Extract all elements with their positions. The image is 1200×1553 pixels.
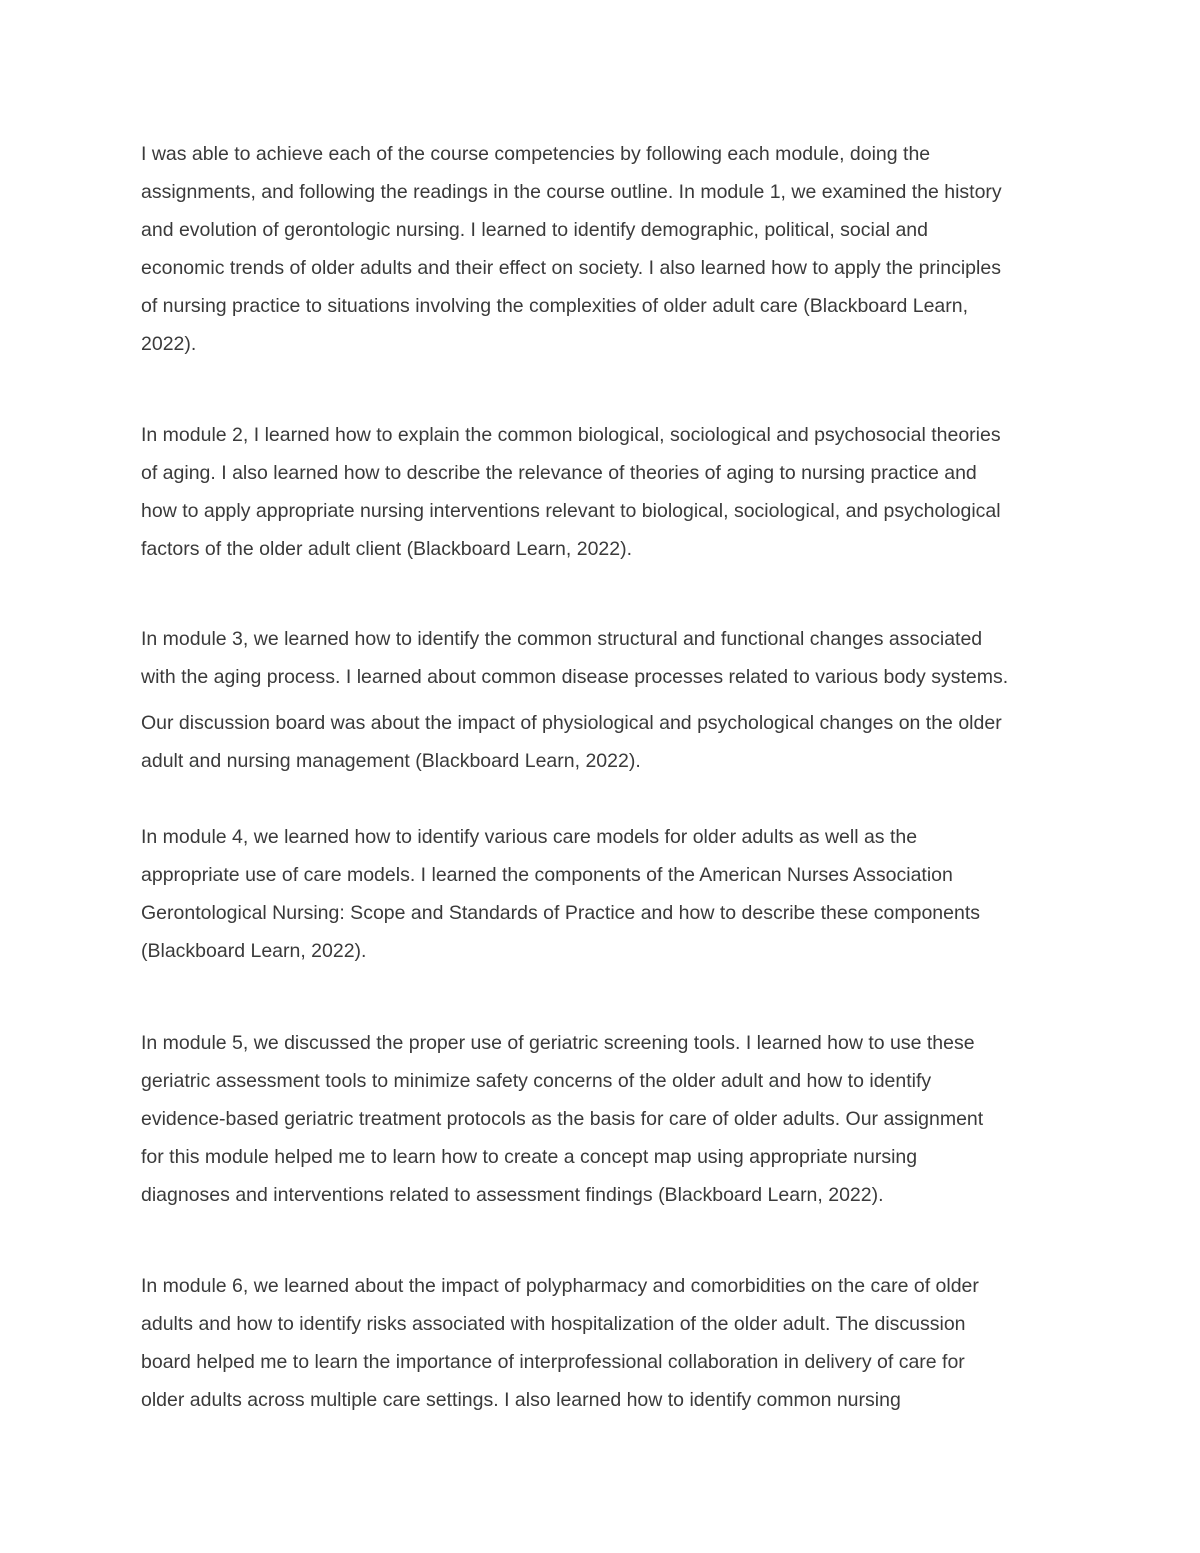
paragraph-module-4 <box>141 818 1071 970</box>
text-line: In module 2, I learned how to explain the common biological, sociological and psychosocial theories <box>141 424 1001 446</box>
text-line: board helped me to learn the importance of interprofessional collaboration in delivery of care for <box>141 1351 965 1373</box>
text-line: In module 3, we learned how to identify the common structural and functional changes associated <box>141 628 983 650</box>
text-line: economic trends of older adults and their effect on society. I also learned how to apply the principles <box>141 257 1001 279</box>
text-line: with the aging process. I learned about common disease processes related to various body systems. <box>141 666 1009 688</box>
text-line: of nursing practice to situations involving the complexities of older adult care (Blackboard Learn, <box>141 295 969 317</box>
text-line: adults and how to identify risks associated with hospitalization of the older adult. The discussion <box>141 1313 966 1335</box>
text-line: diagnoses and interventions related to assessment findings (Blackboard Learn, 2022). <box>141 1184 884 1206</box>
text-line: assignments, and following the readings in the course outline. In module 1, we examined the history <box>141 181 1002 203</box>
text-line: 2022). <box>141 333 197 355</box>
paragraph-module-3-discussion <box>141 704 1071 780</box>
paragraph-module-1 <box>141 135 1071 363</box>
text-line: evidence-based geriatric treatment protocols as the basis for care of older adults. Our assignment <box>141 1108 984 1130</box>
text-line: how to apply appropriate nursing interventions relevant to biological, sociological, and psychological <box>141 500 1001 522</box>
paragraph-module-5 <box>141 1024 1071 1214</box>
paragraph-module-6 <box>141 1267 1071 1419</box>
text-line: for this module helped me to learn how to create a concept map using appropriate nursing <box>141 1146 918 1168</box>
text-line: geriatric assessment tools to minimize safety concerns of the older adult and how to identify <box>141 1070 932 1092</box>
text-line: appropriate use of care models. I learned the components of the American Nurses Association <box>141 864 953 886</box>
text-line: I was able to achieve each of the course competencies by following each module, doing the <box>141 143 931 165</box>
text-line: In module 5, we discussed the proper use of geriatric screening tools. I learned how to use these <box>141 1032 975 1054</box>
text-line: (Blackboard Learn, 2022). <box>141 940 367 962</box>
text-line: Our discussion board was about the impact of physiological and psychological changes on the older <box>141 712 1002 734</box>
text-line: factors of the older adult client (Blackboard Learn, 2022). <box>141 538 633 560</box>
text-line: adult and nursing management (Blackboard Learn, 2022). <box>141 750 641 772</box>
text-line: and evolution of gerontologic nursing. I learned to identify demographic, political, social and <box>141 219 928 241</box>
paragraph-module-3 <box>141 620 1071 696</box>
text-line: In module 6, we learned about the impact of polypharmacy and comorbidities on the care of older <box>141 1275 979 1297</box>
text-line: older adults across multiple care settings. I also learned how to identify common nursing <box>141 1389 901 1411</box>
text-line: of aging. I also learned how to describe the relevance of theories of aging to nursing practice and <box>141 462 977 484</box>
text-line: In module 4, we learned how to identify various care models for older adults as well as the <box>141 826 918 848</box>
paragraph-module-2 <box>141 416 1071 568</box>
text-line: Gerontological Nursing: Scope and Standards of Practice and how to describe these components <box>141 902 980 924</box>
